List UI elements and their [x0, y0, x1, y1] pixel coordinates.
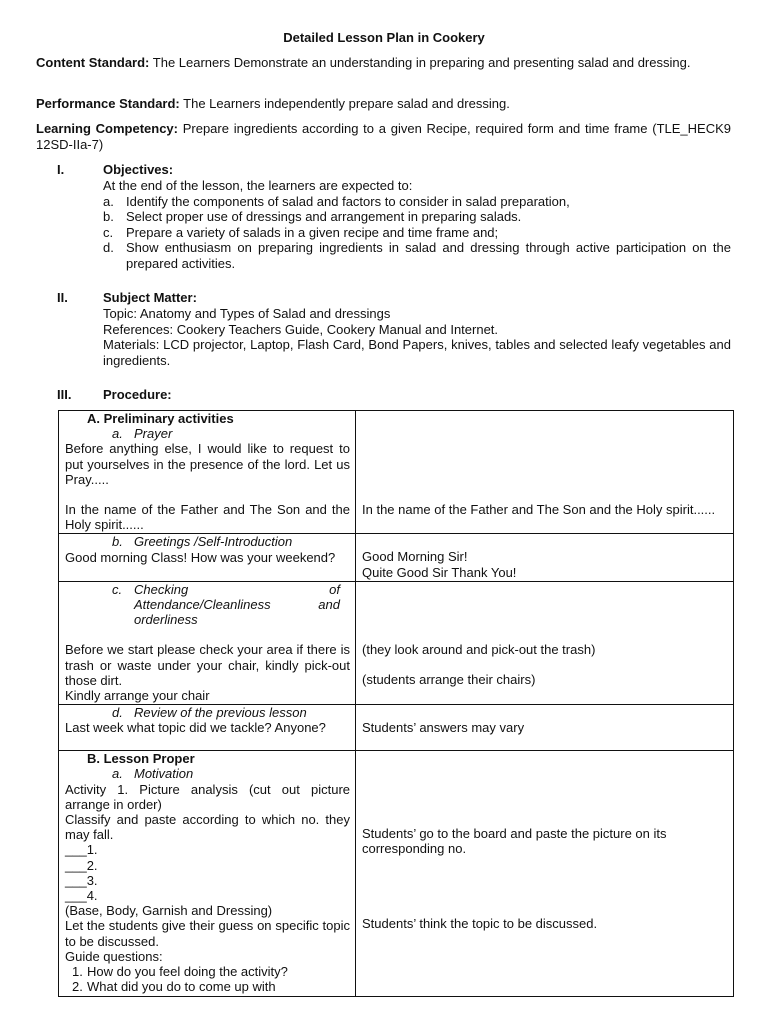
teacher-cell	[59, 751, 356, 996]
salad-parts: (Base, Body, Garnish and Dressing)	[65, 903, 273, 919]
greetings-teacher: Good morning Class! How was your weekend?	[65, 549, 336, 565]
greetings-student-2: Quite Good Sir Thank You!	[362, 564, 517, 580]
motivation-heading: a. Motivation	[112, 766, 194, 782]
performance-standard-label: Performance Standard:	[36, 96, 180, 111]
procedure-title: Procedure:	[103, 387, 172, 402]
subject-matter-heading	[57, 290, 197, 306]
classify-text: Classify and paste according to which no. they may fall.	[65, 812, 350, 843]
review-student: Students’ answers may vary	[362, 720, 525, 736]
subject-matter-number: II.	[57, 290, 68, 305]
teacher-cell	[59, 581, 356, 704]
objectives-number: I.	[57, 162, 65, 177]
objective-item: b. Select proper use of dressings and arrangement in preparing salads.	[103, 209, 522, 224]
performance-standard	[36, 96, 731, 112]
content-standard-text: The Learners Demonstrate an understanding in preparing and presenting salad and dressing.	[149, 55, 691, 70]
objective-item: d. Show enthusiasm on preparing ingredients in salad and dressing through active participation on the prepared activities.	[103, 240, 731, 271]
list-item: 1. How do you feel doing the activity?	[72, 964, 288, 980]
greetings-heading: b. Greetings /Self-Introduction	[112, 534, 293, 550]
preliminary-heading: A. Preliminary activities	[87, 411, 234, 426]
table-row	[59, 411, 734, 534]
teacher-cell	[59, 411, 356, 534]
prayer-request: Before anything else, I would like to request to put yourselves in the presence of the lord. Let us Pray.....	[65, 441, 350, 487]
table-row	[59, 534, 734, 581]
subject-matter-title: Subject Matter:	[103, 290, 197, 305]
objectives-title: Objectives:	[103, 162, 174, 177]
objectives-heading	[57, 162, 173, 178]
performance-standard-text: The Learners independently prepare salad and dressing.	[179, 96, 510, 111]
student-cell	[356, 581, 734, 704]
procedure-heading	[57, 387, 172, 403]
greetings-student-1: Good Morning Sir!	[362, 549, 468, 565]
objective-item: c. Prepare a variety of salads in a given recipe and time frame and;	[103, 224, 499, 240]
list-item: 2. What did you do to come up with	[72, 979, 276, 995]
subject-matter-body	[103, 306, 731, 368]
attendance-student-1: (they look around and pick-out the trash)	[362, 641, 596, 657]
content-standard	[36, 55, 731, 71]
lesson-proper-heading: B. Lesson Proper	[87, 751, 195, 767]
student-cell	[356, 534, 734, 581]
objectives-intro: At the end of the lesson, the learners are expected to:	[103, 178, 413, 193]
blank-item: ___3.	[65, 872, 98, 888]
table-row	[59, 751, 734, 996]
blank-item: ___4.	[65, 888, 98, 904]
guess-student: Students’ think the topic to be discussed.	[362, 915, 598, 931]
objectives-body	[103, 178, 731, 271]
subject-references: References: Cookery Teachers Guide, Cookery Manual and Internet.	[103, 321, 499, 337]
learning-competency-text: Prepare ingredients according to a given Recipe, required form and time frame (TLE_HECK9 12SD-IIa-7)	[36, 121, 731, 152]
motivation-student: Students’ go to the board and paste the picture on its corresponding no.	[362, 826, 667, 857]
blank-item: ___2.	[65, 857, 98, 873]
table-row	[59, 581, 734, 704]
student-cell	[356, 751, 734, 996]
attendance-heading: c. Checking of Attendance/Cleanliness and orderliness	[112, 581, 340, 628]
prayer-teacher: In the name of the Father and The Son and the Holy spirit......	[65, 502, 350, 533]
guide-questions-list	[65, 964, 350, 994]
procedure-number: III.	[57, 387, 72, 402]
subject-topic: Topic: Anatomy and Types of Salad and dressings	[103, 306, 391, 321]
learning-competency-label: Learning Competency:	[36, 121, 178, 136]
procedure-table	[58, 410, 734, 997]
blank-item: ___1.	[65, 842, 98, 858]
content-standard-label: Content Standard:	[36, 55, 150, 70]
document-title: Detailed Lesson Plan in Cookery	[283, 30, 485, 45]
review-teacher: Last week what topic did we tackle? Anyone?	[65, 720, 326, 736]
subject-materials: Materials: LCD projector, Laptop, Flash Card, Bond Papers, knives, tables and selected leafy vegetables and ingredients.	[103, 337, 731, 368]
table-row	[59, 705, 734, 751]
teacher-cell	[59, 534, 356, 581]
guide-questions-label: Guide questions:	[65, 948, 163, 964]
review-heading: d. Review of the previous lesson	[112, 705, 307, 721]
prayer-heading: a. Prayer	[112, 426, 173, 442]
learning-competency	[36, 121, 731, 152]
guess-text: Let the students give their guess on specific topic to be discussed.	[65, 918, 350, 949]
teacher-cell	[59, 705, 356, 751]
objective-item: a. Identify the components of salad and factors to consider in salad preparation,	[103, 193, 570, 209]
student-cell	[356, 411, 734, 534]
attendance-teacher-1: Before we start please check your area if there is trash or waste under your chair, kindly pick-out those dirt.	[65, 642, 350, 688]
activity-text: Activity 1. Picture analysis (cut out picture arrange in order)	[65, 781, 350, 812]
attendance-student-2: (students arrange their chairs)	[362, 672, 536, 688]
attendance-teacher-2: Kindly arrange your chair	[65, 688, 210, 704]
prayer-student: In the name of the Father and The Son and the Holy spirit......	[362, 502, 716, 517]
student-cell	[356, 705, 734, 751]
